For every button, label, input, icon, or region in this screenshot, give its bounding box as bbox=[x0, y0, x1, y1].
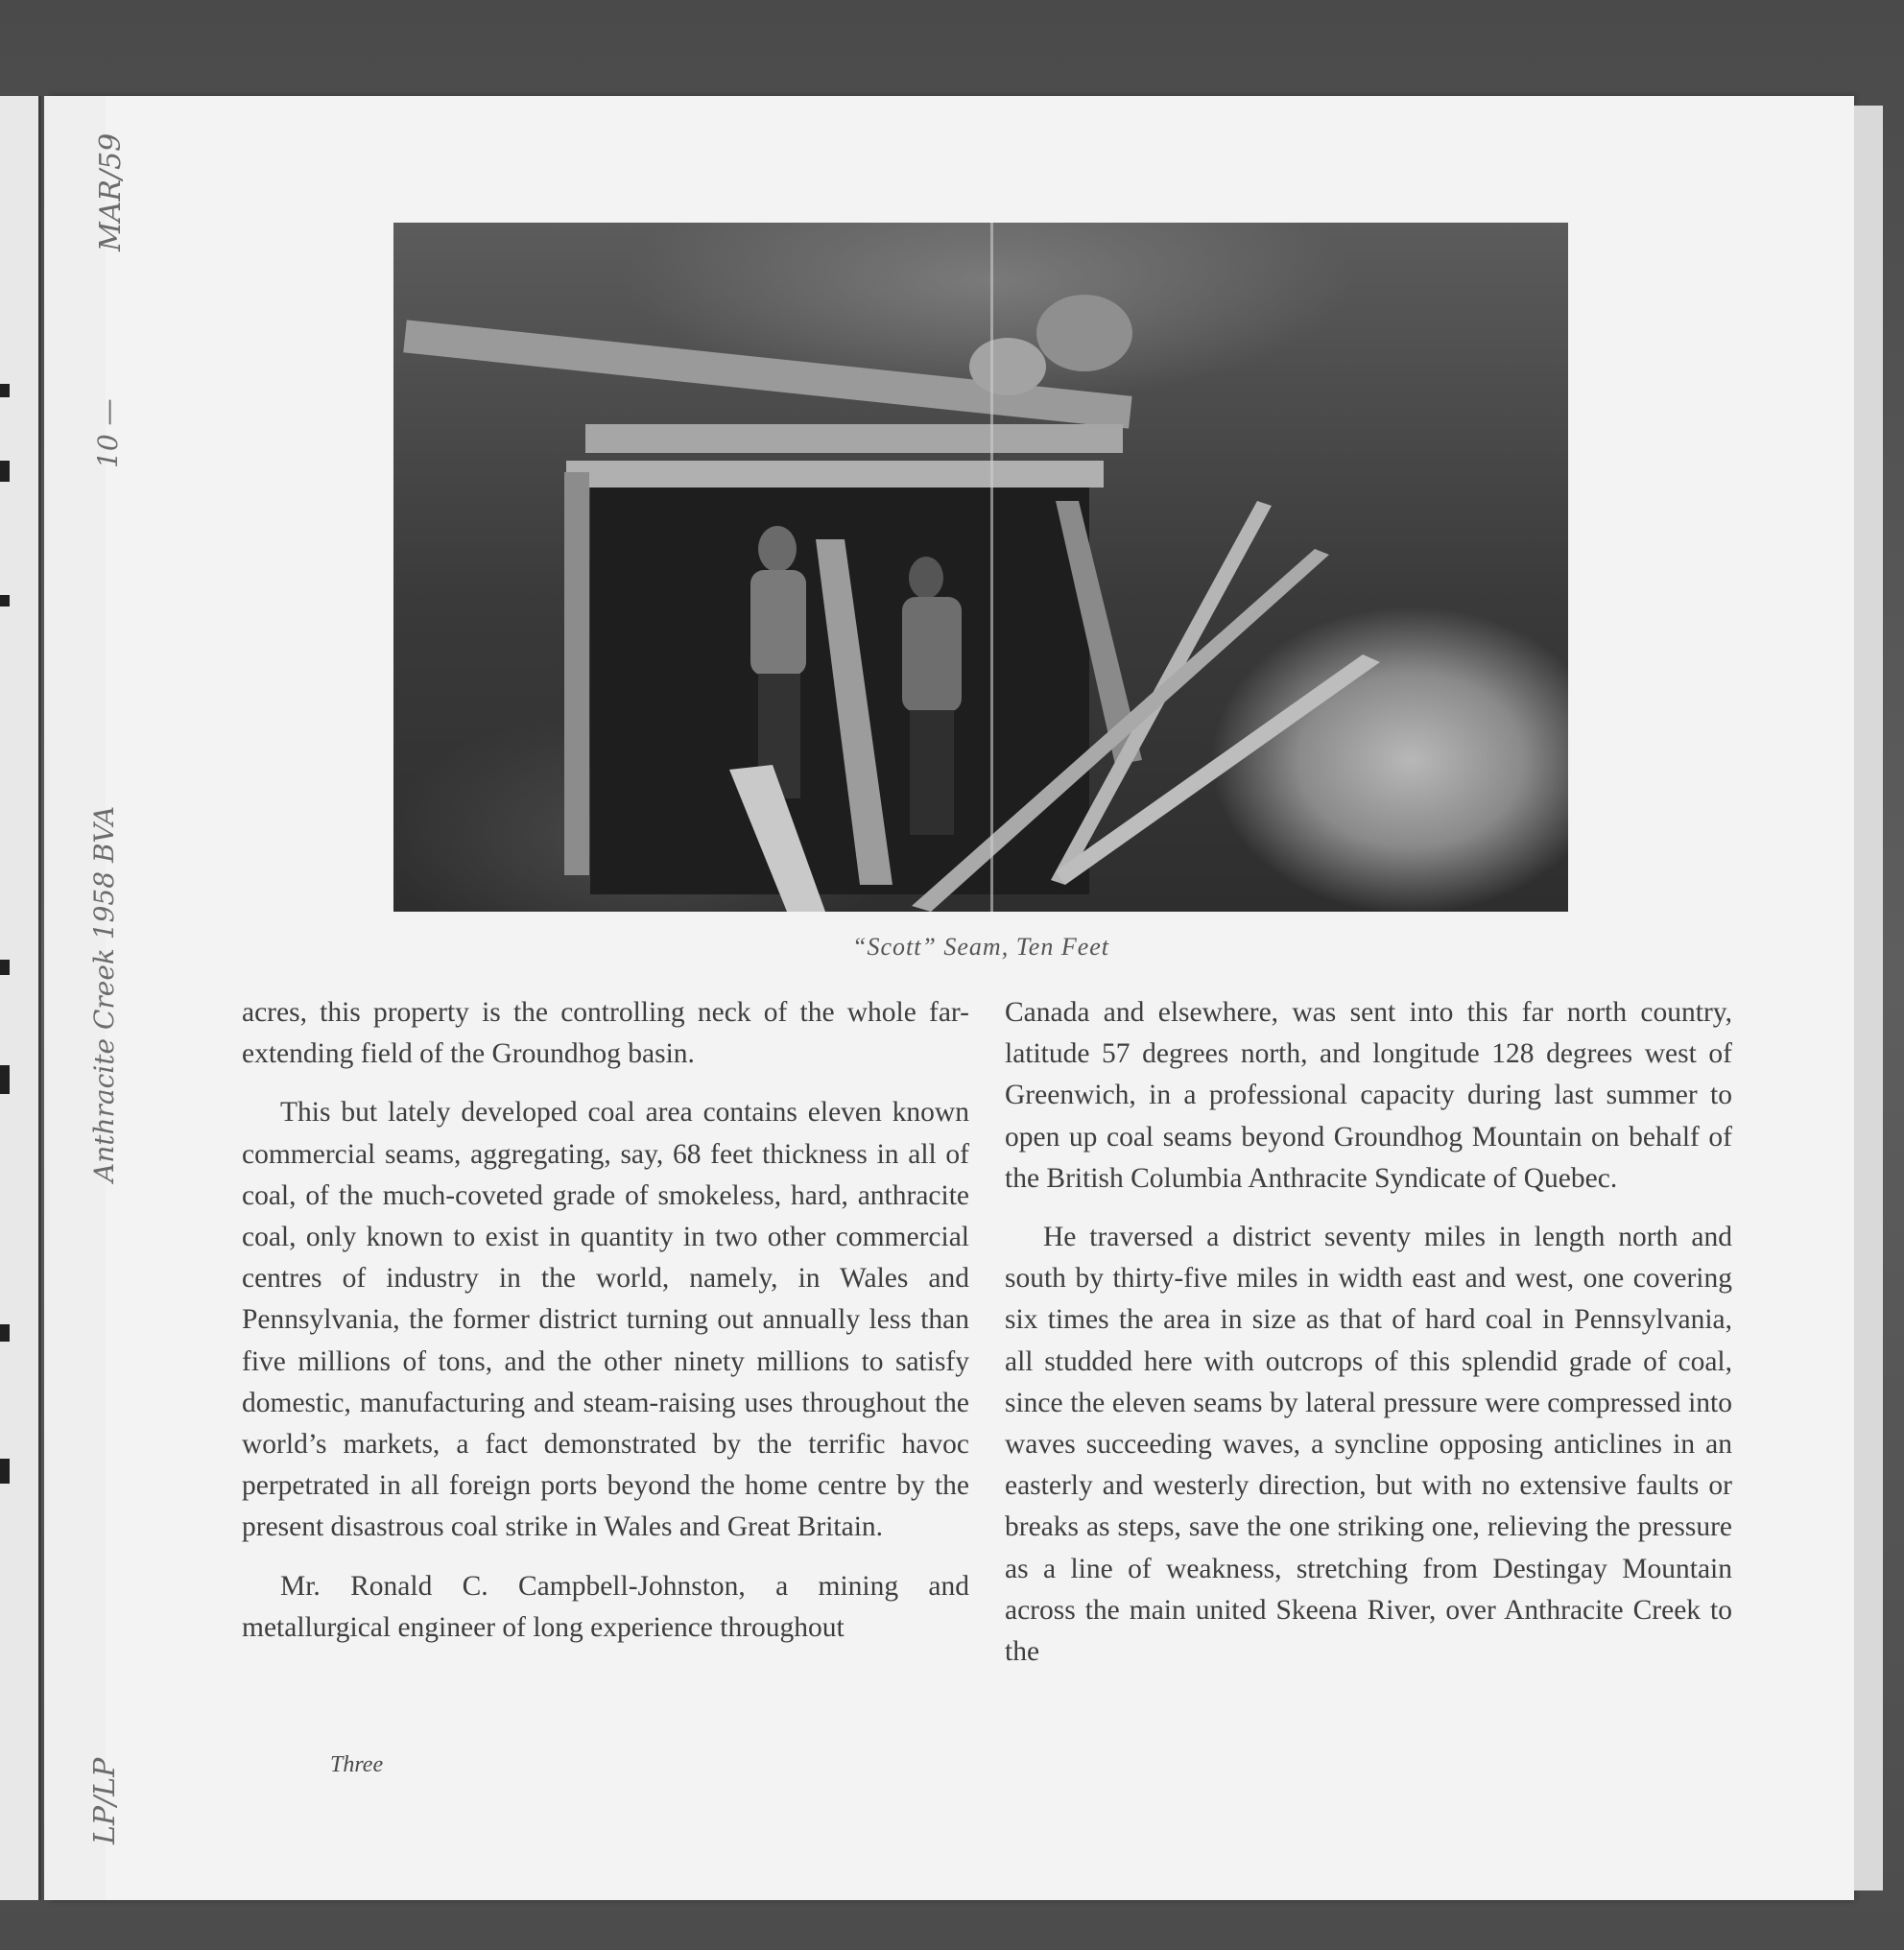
photo-caption: “Scott” Seam, Ten Feet bbox=[851, 933, 1110, 961]
margin-note-bottom: LP/LP bbox=[88, 1757, 122, 1844]
margin-note-top: MAR/59 bbox=[94, 132, 128, 251]
paragraph: acres, this property is the controlling neck of the whole far-extending field of the Groundhog basin. bbox=[242, 997, 969, 1070]
paragraph: Canada and elsewhere, was sent into this far north country, latitude 57 degrees north, and longitude 128 degrees west of Greenwich, in a professional capacity during last summer to open up coal seams beyond Groundhog Mountain on behalf of the British Columbia Anthracite Syndicate of Quebec. bbox=[1005, 997, 1732, 1194]
paragraph: He traversed a district seventy miles in length north and south by thirty-five miles in width east and west, one covering six times the area in size as that of hard coal in Pennsylvania, all studded here with outcrops of this splendid grade of coal, since the eleven seams by lateral pressure were compressed into waves succeeding waves, a syncline opposing anticlines in an easterly and westerly direction, but with no extensive faults or breaks as steps, save the one striking one, relieving the pressure as a line of weakness, stretching from Destingay Mountain across the main united Skeena River, over Anthracite Creek to the bbox=[1005, 1222, 1732, 1668]
page-number: Three bbox=[330, 1752, 384, 1777]
mine-entrance-photo bbox=[393, 223, 1568, 912]
margin-note-middle: 10 — bbox=[92, 398, 124, 468]
paragraph: This but lately developed coal area contains eleven known commercial seams, aggregating, say, 68 feet thickness in all of coal, of the much-coveted grade of smokeless, hard, anthracite coal, only known to exist in quantity in two other commercial centres of industry in the world, namely, in Wales and Pennsylvania, the former district turning out annually less than five millions of tons, and the other ninety millions to satisfy domestic, manufacturing and steam-raising uses throughout the world’s markets, a fact demonstrated by the terrific havoc perpetrated in all foreign ports beyond the home centre by the present disastrous coal strike in Wales and Great Britain. bbox=[242, 1097, 969, 1543]
page-right-edge bbox=[1854, 106, 1883, 1891]
text-column-right bbox=[1005, 992, 1732, 1690]
text-column-left bbox=[242, 992, 969, 1666]
photo-illustration bbox=[393, 223, 1568, 912]
paragraph: Mr. Ronald C. Campbell-Johnston, a mining and metallurgical engineer of long experience throughout bbox=[242, 1570, 969, 1643]
previous-page-edge bbox=[0, 96, 41, 1900]
margin-note-long: Anthracite Creek 1958 BVA bbox=[88, 805, 120, 1182]
